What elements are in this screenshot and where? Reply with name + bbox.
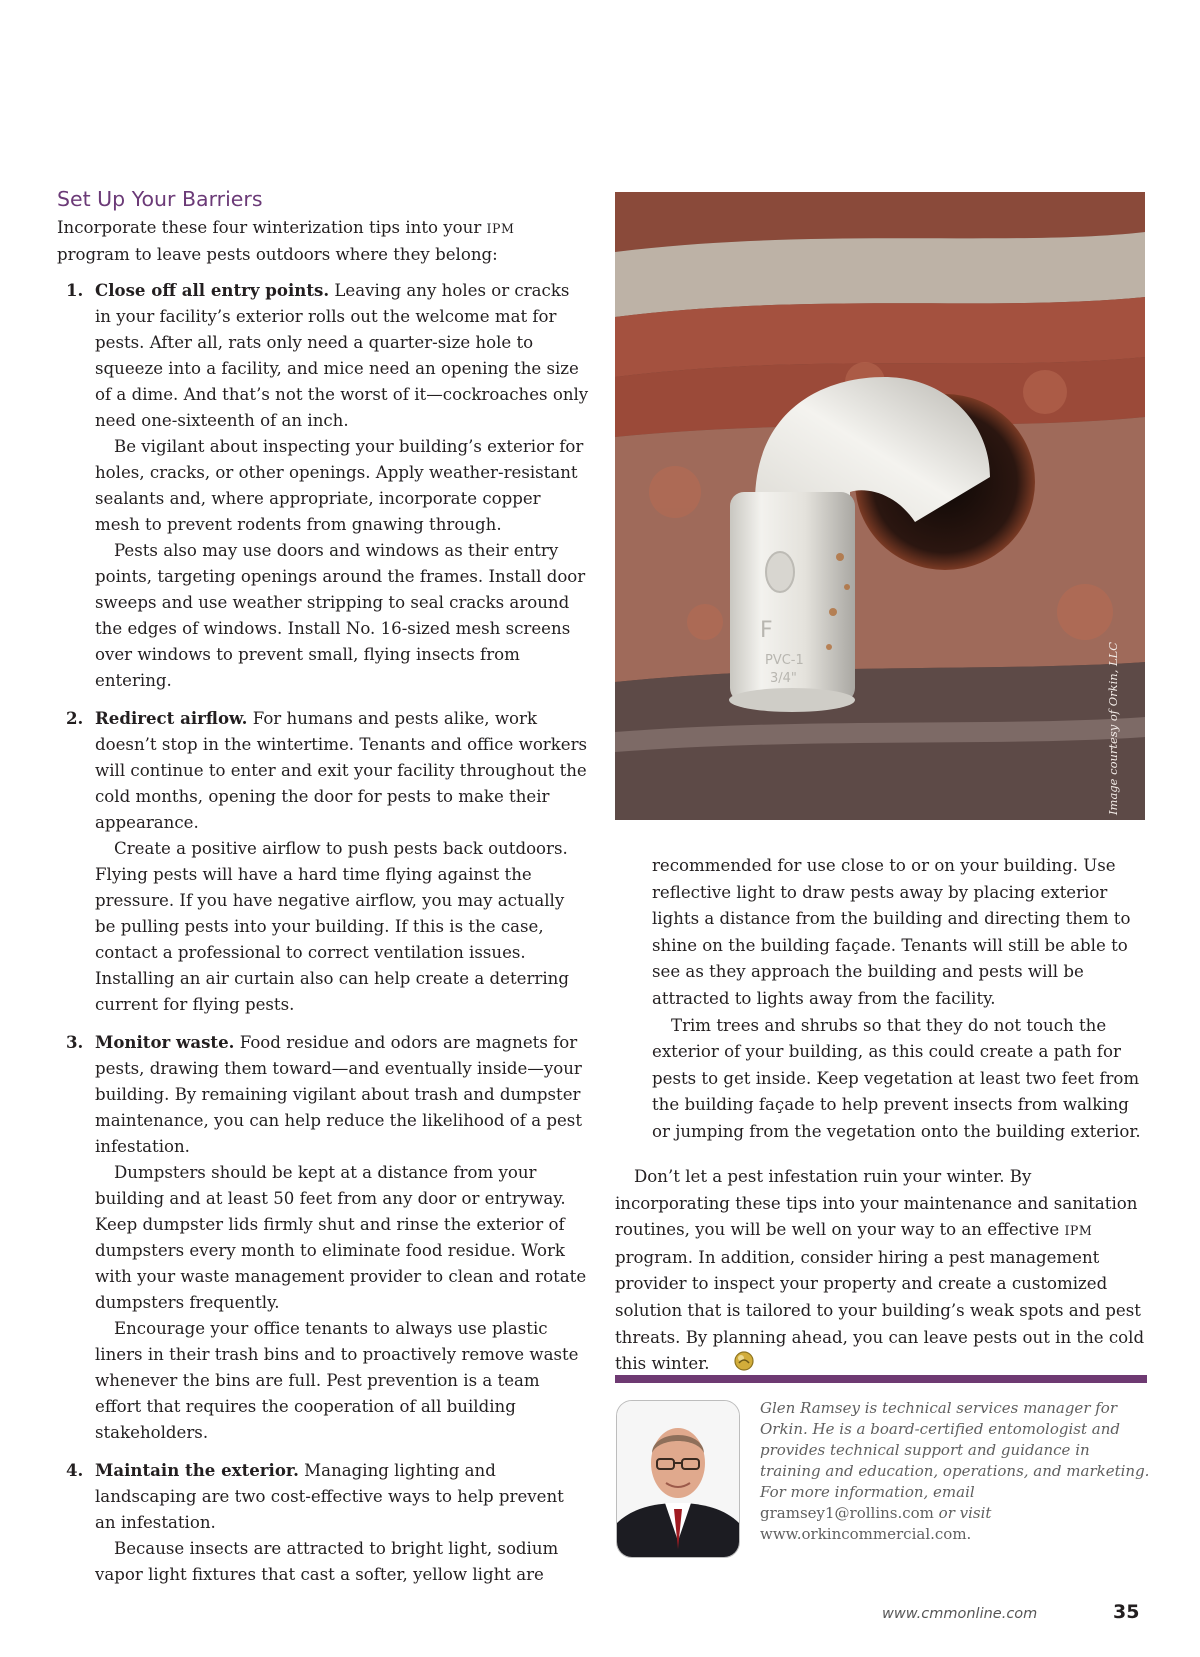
tips-list xyxy=(57,277,589,1588)
left-column xyxy=(57,186,589,1599)
tip-item xyxy=(57,277,589,694)
tip-number: 1. xyxy=(66,280,84,300)
tip-title: Maintain the exterior. xyxy=(95,1460,299,1480)
tip-paragraph: Encourage your office tenants to always use plastic liners in their trash bins and to proactively remove waste whenever the bins are full. Pest prevention is a team effort that requires the cooperation of all building stakeholders. xyxy=(95,1319,579,1442)
tip-title: Close off all entry points. xyxy=(95,280,330,300)
tip-lead-paragraph: Monitor waste. Food residue and odors are magnets for pests, drawing them toward—and eventually inside—your building. By remaining vigilant about trash and dumpster maintenance, you can help reduce the likelihood of a pest infestation. xyxy=(95,1032,582,1156)
tip-continuation xyxy=(652,853,1148,1146)
tip-lead-paragraph: Close off all entry points. Leaving any holes or cracks in your facility’s exterior rolls out the welcome mat for pests. After all, rats only need a quarter-size hole to squeeze into a facility, and mice need an opening the size of a dime. And that’s not the worst of it—cockroaches only need one-sixteenth of an inch. xyxy=(95,280,589,430)
tip-paragraph: Because insects are attracted to bright light, sodium vapor light fixtures that cast a softer, yellow light are xyxy=(95,1539,559,1584)
author-avatar xyxy=(616,1400,740,1558)
tip-title: Monitor waste. xyxy=(95,1032,235,1052)
tip-item xyxy=(57,705,589,1018)
pipe-marking: PVC-1 xyxy=(765,653,804,668)
pipe-photo xyxy=(615,192,1145,820)
section-heading: Set Up Your Barriers xyxy=(57,187,263,211)
continuation-paragraph: Trim trees and shrubs so that they do not touch the exterior of your building, as this could create a path for pests to get inside. Keep vegetation at least two feet from the building façade to help prevent insects from walking or jumping from the vegetation onto the building exterior. xyxy=(652,1015,1141,1141)
intro-paragraph: Incorporate these four winterization tips into your IPM program to leave pests outdoors where they belong: xyxy=(57,218,515,264)
tip-paragraph: Create a positive airflow to push pests back outdoors. Flying pests will have a hard time flying against the pressure. If you have negative airflow, you may actually be pulling pests into your building. If this is the case, contact a professional to correct ventilation issues. Installing an air curtain also can help create a deterring current for flying pests. xyxy=(95,839,569,1014)
tip-lead-paragraph: Maintain the exterior. Managing lighting and landscaping are two cost-effective ways to help prevent an infestation. xyxy=(95,1460,564,1532)
continuation-paragraph: recommended for use close to or on your building. Use reflective light to draw pests away by placing exterior lights a distance from the building and directing them to shine on the building façade. Tenants will still be able to see as they approach the building and pests will be attracted to lights away from the facility. xyxy=(652,856,1131,1008)
ipm-abbreviation: IPM xyxy=(1064,1223,1093,1239)
author-bio: Glen Ramsey is technical services manager for Orkin. He is a board-certified entomologist and provides technical support and guidance in training and education, operations, and marketing. For more information, email gramsey1@rollins.com or visit www.orkincommercial.com. xyxy=(760,1399,1150,1543)
tip-number: 2. xyxy=(66,708,84,728)
ipm-abbreviation: IPM xyxy=(486,221,515,236)
tip-paragraph: Be vigilant about inspecting your building’s exterior for holes, cracks, or other openings. Apply weather-resistant sealants and, where appropriate, incorporate copper mesh to prevent rodents from gnawing through. xyxy=(95,437,584,534)
conclusion-paragraph: Don’t let a pest infestation ruin your winter. By incorporating these tips into your maintenance and sanitation routines, you will be well on your way to an effective IPM program. In addition, consider hiring a pest management provider to inspect your property and create a customized solution that is tailored to your building’s weak spots and pest threats. By planning ahead, you can leave pests out in the cold this winter. xyxy=(615,1164,1147,1380)
tip-item xyxy=(57,1457,589,1588)
page-number: 35 xyxy=(1113,1601,1140,1623)
footer-url[interactable]: www.cmmonline.com xyxy=(882,1606,1038,1622)
tip-number: 3. xyxy=(66,1032,84,1052)
tip-title: Redirect airflow. xyxy=(95,708,248,728)
author-email-link[interactable]: gramsey1@rollins.com xyxy=(760,1504,934,1522)
tip-number: 4. xyxy=(66,1460,84,1480)
tip-lead-paragraph: Redirect airflow. For humans and pests alike, work doesn’t stop in the wintertime. Tenants and office workers will continue to enter and exit your facility throughout the cold months, opening the door for pests to make their appearance. xyxy=(95,708,588,832)
tip-paragraph: Dumpsters should be kept at a distance from your building and at least 50 feet from any door or entryway. Keep dumpster lids firmly shut and rinse the exterior of dumpsters every month to eliminate food residue. Work with your waste management provider to clean and rotate dumpsters frequently. xyxy=(95,1163,587,1312)
author-website-link[interactable]: www.orkincommercial.com. xyxy=(760,1525,972,1543)
tip-paragraph: Pests also may use doors and windows as their entry points, targeting openings around the frames. Install door sweeps and use weather stripping to seal cracks around the edges of windows. Install No. 16-sized mesh screens over windows to prevent small, flying insects from entering. xyxy=(95,541,586,690)
tip-item xyxy=(57,1029,589,1446)
pipe-marking: F xyxy=(760,618,773,643)
photo-credit: Image courtesy of Orkin, LLC xyxy=(1106,641,1120,815)
pipe-marking: 3/4" xyxy=(770,671,797,686)
bio-divider xyxy=(615,1375,1147,1383)
